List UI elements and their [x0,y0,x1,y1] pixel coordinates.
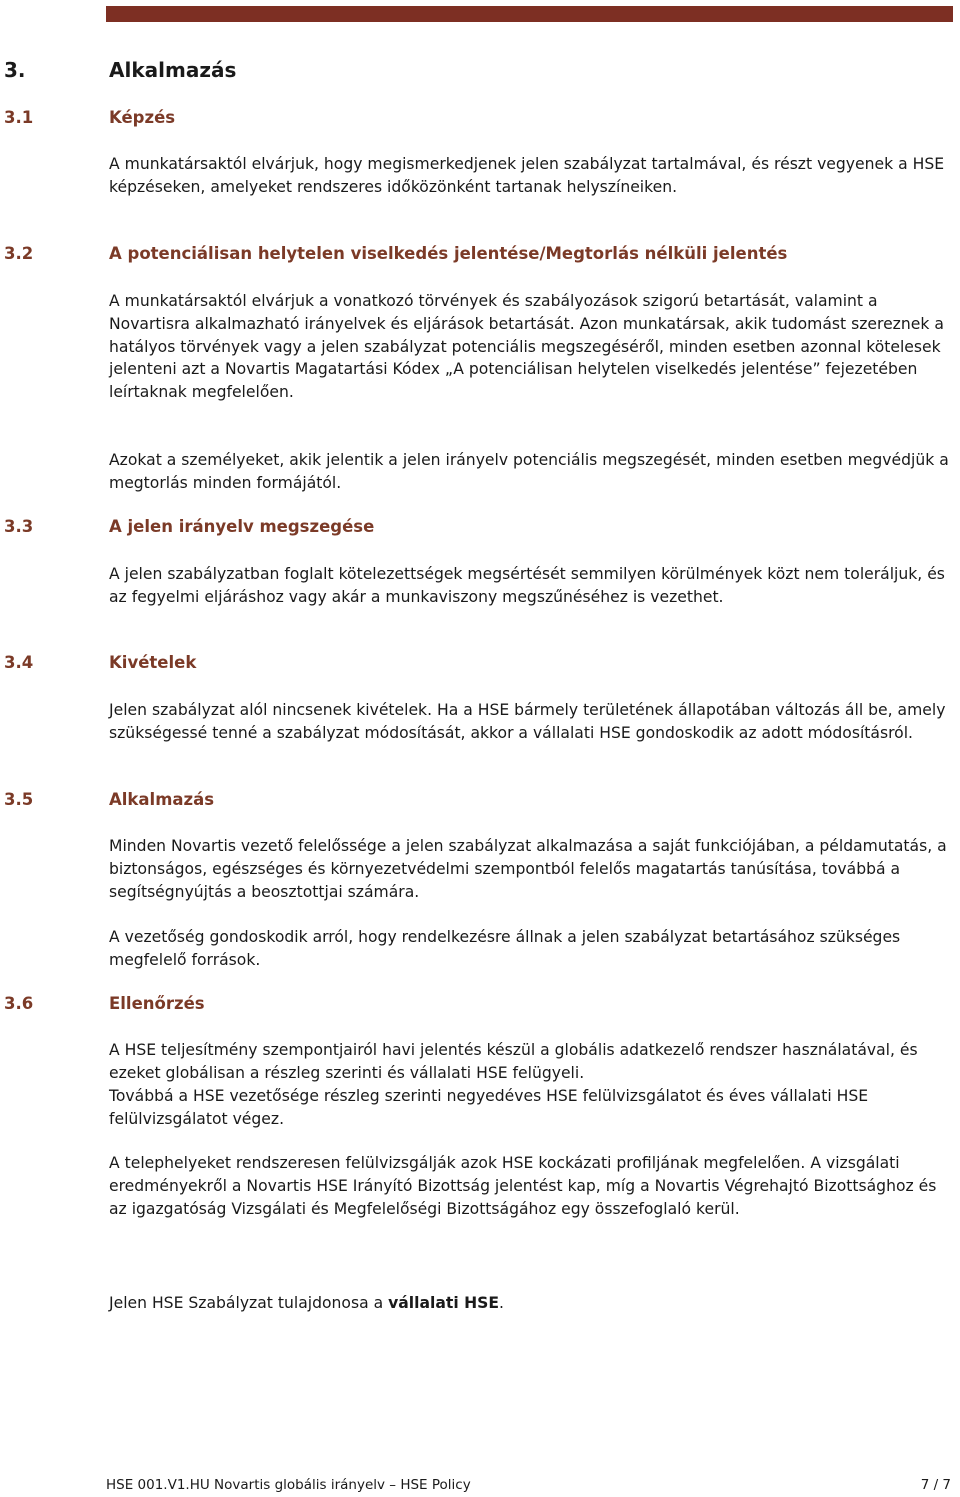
paragraph-monthly-report: A HSE teljesítmény szempontjairól havi jelentés készül a globális adatkezelő rendszer használatával, és ezeket globálisan a részleg szerinti és vállalati HSE felügyeli. [109,1041,918,1082]
section-number-3-3: 3.3 [4,517,34,536]
paragraph-quarterly-review: Továbbá a HSE vezetősége részleg szerinti negyedéves HSE felülvizsgálatot és éves vállalati HSE felülvizsgálatot végez. [109,1087,869,1128]
section-number-3-5: 3.5 [4,790,34,809]
section-title-reporting: A potenciálisan helytelen viselkedés jelentése/Megtorlás nélküli jelentés [109,244,788,263]
paragraph-manager-responsibility: Minden Novartis vezető felelőssége a jelen szabályzat alkalmazása a saját funkciójában, a példamutatás, a biztonságos, egészséges és környezetvédelmi szempontból felelős magatartás tanúsítása, továbbá a segítségnyújtás a beosztottjai számára. [109,837,947,901]
section-number-3-6: 3.6 [4,994,34,1013]
page-number: 7 / 7 [920,1477,951,1493]
paragraph-reporting-obligation: A munkatársaktól elvárjuk a vonatkozó törvények és szabályozások szigorú betartását, valamint a Novartisra alkalmazható irányelvek és eljárások betartását. Azon munkatársak, akik tudomást szereznek a hatályos törvények vagy a jelen szabályzat potenciális megszegéséről, minden esetben azonnal kötelesek jelenteni azt a Novartis Magatartási Kódex „A potenciálisan helytelen viselkedés jelentése” fejezetében leírtaknak megfelelően. [109,292,944,402]
section-title-violation: A jelen irányelv megszegése [109,517,375,536]
owner-text: Jelen HSE Szabályzat tulajdonosa a [109,1294,389,1312]
page-footer [106,1477,951,1497]
section-title-monitoring: Ellenőrzés [109,994,205,1013]
paragraph-exceptions: Jelen szabályzat alól nincsenek kivételek. Ha a HSE bármely területének állapotában változás áll be, amely szükségessé tenné a szabályzat módosítását, akkor a vállalati HSE gondoskodik az adott módosításról. [109,701,946,742]
section-number-3-2: 3.2 [4,244,34,263]
chapter-title: Alkalmazás [109,58,237,82]
owner-end: . [499,1294,504,1312]
section-title-exceptions: Kivételek [109,653,197,672]
paragraph-resources: A vezetőség gondoskodik arról, hogy rendelkezésre állnak a jelen szabályzat betartásához szükséges megfelelő források. [109,928,901,969]
paragraph-violation: A jelen szabályzatban foglalt kötelezettségek megsértését semmilyen körülmények közt nem toleráljuk, és az fegyelmi eljáráshoz vagy akár a munkaviszony megszűnéséhez is vezethet. [109,565,945,606]
section-number-3-4: 3.4 [4,653,34,672]
section-title-application: Alkalmazás [109,790,215,809]
paragraph-non-retaliation: Azokat a személyeket, akik jelentik a jelen irányelv potenciális megszegését, minden esetben megvédjük a megtorlás minden formájától. [109,451,949,492]
section-number-3-1: 3.1 [4,108,34,127]
header-accent-bar [106,6,953,22]
owner-name: vállalati HSE [388,1294,500,1312]
policy-owner-line [109,1292,954,1315]
section-title-kepzes: Képzés [109,108,176,127]
chapter-number: 3. [4,58,26,82]
paragraph-training: A munkatársaktól elvárjuk, hogy megismerkedjenek jelen szabályzat tartalmával, és részt vegyenek a HSE képzéseken, amelyeket rendszeres időközönként tartanak helyszíneiken. [109,155,945,196]
paragraph-site-audits: A telephelyeket rendszeresen felülvizsgálják azok HSE kockázati profiljának megfelelően. A vizsgálati eredményekről a Novartis HSE Irányító Bizottság jelentést kap, míg a Novartis Végrehajtó Bizottsághoz és az igazgatóság Vizsgálati és Megfelelőségi Bizottságához egy összefoglaló kerül. [109,1154,937,1218]
footer-document-id: HSE 001.V1.HU Novartis globális irányelv – HSE Policy [106,1477,471,1493]
